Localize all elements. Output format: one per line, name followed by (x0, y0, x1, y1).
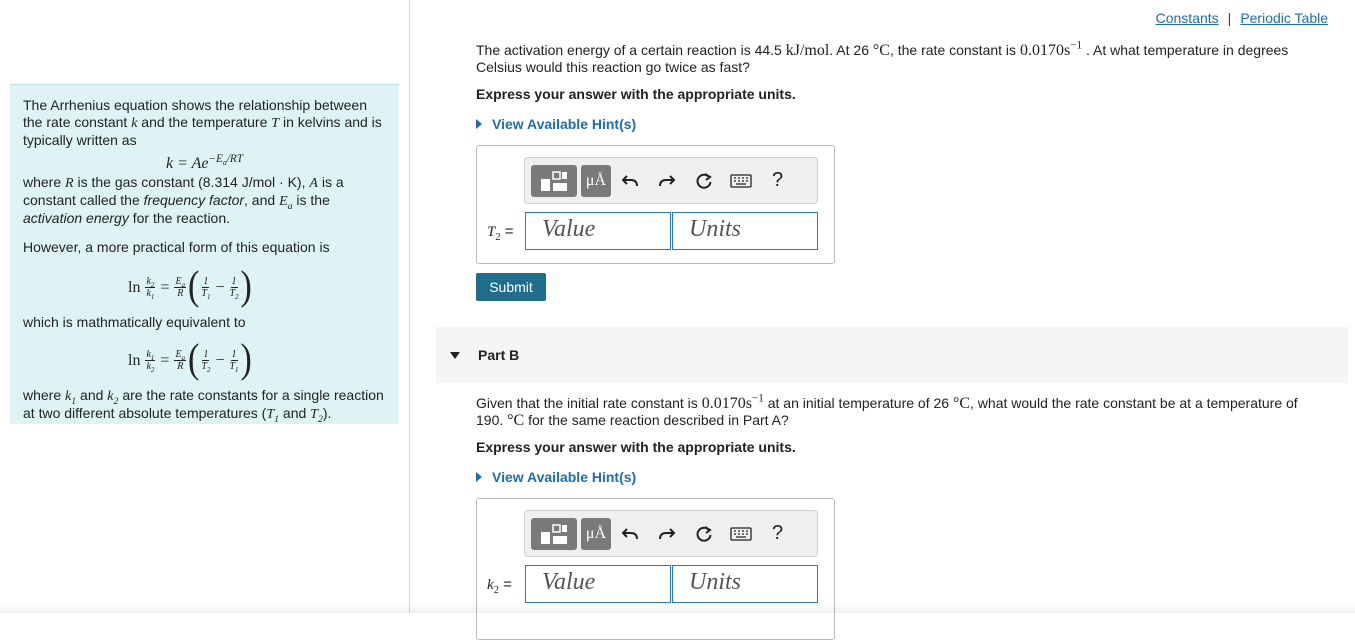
math-toolbar (524, 510, 818, 557)
constants-link[interactable]: Constants (1155, 10, 1219, 26)
math-toolbar (524, 157, 818, 204)
panel-divider (409, 0, 410, 613)
part-b-hint-toggle[interactable]: View Available Hint(s) (476, 469, 636, 485)
part-a-answer-box (476, 145, 835, 264)
keyboard-icon[interactable] (722, 518, 759, 550)
final-text: where $k_1$ and $k_2$ are the rate constants for a single reaction at two different absolute temperatures ($T_1$ and $T_2$). (23, 387, 384, 425)
part-b-header[interactable] (436, 327, 1348, 383)
bottom-shadow (0, 605, 1355, 613)
reset-icon[interactable] (685, 165, 722, 197)
caret-down-icon (450, 352, 460, 359)
top-links (1156, 10, 1328, 26)
part-b-answer-box (476, 498, 835, 640)
redo-icon[interactable] (648, 165, 685, 197)
help-icon[interactable]: ? (771, 522, 784, 544)
reset-icon[interactable] (685, 518, 722, 550)
t2-value-input[interactable]: Value (525, 212, 671, 250)
undo-icon[interactable] (611, 165, 648, 197)
arrhenius-equation: $k = Ae^{-E_a/RT}$ (166, 152, 243, 172)
arrhenius-info-panel (10, 84, 399, 424)
template-icon[interactable] (531, 518, 577, 550)
units-symbol-button[interactable]: μÅ (581, 518, 611, 550)
equivalent-text: which is mathmatically equivalent to (23, 314, 246, 330)
submit-button[interactable]: Submit (476, 273, 546, 301)
part-a-instruction: Express your answer with the appropriate units. (476, 86, 796, 102)
part-b-title: Part B (478, 347, 520, 363)
part-a-hint-toggle[interactable]: View Available Hint(s) (476, 116, 636, 132)
redo-icon[interactable] (648, 518, 685, 550)
t2-label: $T_2$ = (487, 223, 514, 243)
help-icon[interactable]: ? (771, 169, 784, 191)
practical-text: However, a more practical form of this equation is (23, 239, 330, 255)
units-symbol-button[interactable]: μÅ (581, 165, 611, 197)
where-text: where R is the gas constant (8.314 J/mol · K), A is a constant called the frequency factor, and $E_a$ is the activation energy for the reaction. (23, 174, 344, 226)
log-equation-1: ln $\frac{k_2}{k_1}$ = $\frac{E_a}{R}$ ( $\frac{1}{T_1}$ − $\frac{1}{T_2}$ ) (128, 264, 252, 309)
template-icon[interactable] (531, 165, 577, 197)
t2-units-input[interactable]: Units (672, 212, 818, 250)
k2-value-input[interactable]: Value (525, 565, 671, 603)
log-equation-2: ln $\frac{k_1}{k_2}$ = $\frac{E_a}{R}$ ( $\frac{1}{T_2}$ − $\frac{1}{T_1}$ ) (128, 337, 252, 382)
keyboard-icon[interactable] (722, 165, 759, 197)
periodic-table-link[interactable]: Periodic Table (1240, 10, 1328, 26)
part-a-question: The activation energy of a certain reaction is 44.5 kJ/mol. At 26 °C, the rate constant is $0.0170s^{-1}$ . At what temperature in degrees Celsius would this reaction go twice as fast? (476, 39, 1289, 75)
caret-right-icon (476, 472, 482, 482)
link-separator: | (1227, 10, 1232, 26)
part-b-instruction: Express your answer with the appropriate units. (476, 439, 796, 455)
undo-icon[interactable] (611, 518, 648, 550)
k2-units-input[interactable]: Units (672, 565, 818, 603)
caret-right-icon (476, 119, 482, 129)
part-b-question: Given that the initial rate constant is $0.0170s^{-1}$ at an initial temperature of 26 °C, what would the rate constant be at a temperature of 190. °C for the same reaction described in Part A? (476, 392, 1298, 429)
intro-text: The Arrhenius equation shows the relationship between the rate constant k and the temperature T in kelvins and is typically written as (23, 97, 382, 148)
k2-label: $k_2$ = (487, 576, 512, 596)
